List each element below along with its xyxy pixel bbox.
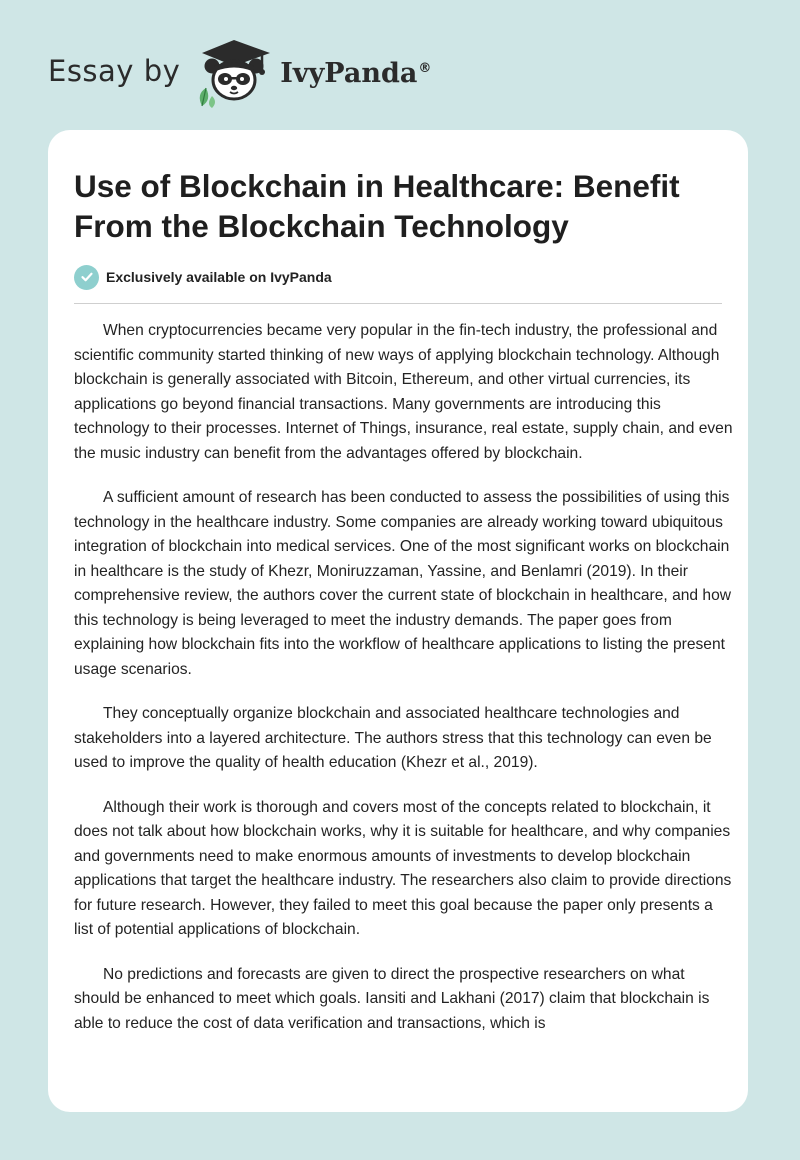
paragraph: A sufficient amount of research has been conducted to assess the possibilities of using this technology in the healthcare industry. Some companies are already working toward ubiquitous integration of blockchain into medical services. One of the most significant works on blockchain in healthcare is the study of Khezr, Moniruzzaman, Yassine, and Benlamri (2019). In their comprehensive review, the authors cover the current state of blockchain in healthcare, and how this technology is being leveraged to meet the industry demands. The paper goes from explaining how blockchain fits into the workflow of healthcare applications to listing the present usage scenarios. [74, 489, 732, 678]
essay-card [48, 130, 748, 1112]
brand-name[interactable]: IvyPanda® [280, 57, 432, 89]
exclusive-badge [74, 264, 332, 290]
exclusive-label: Exclusively available on IvyPanda [106, 269, 332, 285]
panda-graduation-cap-icon[interactable] [192, 36, 276, 108]
essay-by-label: Essay by [48, 54, 181, 88]
title-divider [74, 303, 722, 304]
registered-mark: ® [418, 60, 432, 76]
paragraph: Although their work is thorough and covers most of the concepts related to blockchain, it does not talk about how blockchain works, why it is suitable for healthcare, and why companies and governments need to make enormous amounts of investments to develop blockchain applications that target the healthcare industry. The researchers also claim to provide directions for future research. However, they failed to meet this goal because the paper only presents a list of potential applications of blockchain. [74, 798, 732, 938]
check-circle-icon [74, 265, 99, 290]
essay-body [74, 319, 734, 1056]
site-header [48, 36, 431, 108]
paragraph: When cryptocurrencies became very popular in the fin-tech industry, the professional and scientific community started thinking of new ways of applying blockchain technology. Although blockchain is generally associated with Bitcoin, Ethereum, and other virtual currencies, its applications go beyond financial transactions. Many governments are introducing this technology to their processes. Internet of Things, insurance, real estate, supply chain, and even the music industry can benefit from the advantages offered by blockchain. [74, 322, 733, 462]
paragraph: No predictions and forecasts are given to direct the prospective researchers on what should be enhanced to meet which goals. Iansiti and Lakhani (2017) claim that blockchain is able to reduce the cost of data verification and transactions, which is [74, 965, 710, 1032]
paragraph: They conceptually organize blockchain and associated healthcare technologies and stakeholders into a layered architecture. The authors stress that this technology can even be used to improve the quality of health education (Khezr et al., 2019). [74, 705, 712, 771]
essay-title: Use of Blockchain in Healthcare: Benefit From the Blockchain Technology [74, 168, 680, 244]
